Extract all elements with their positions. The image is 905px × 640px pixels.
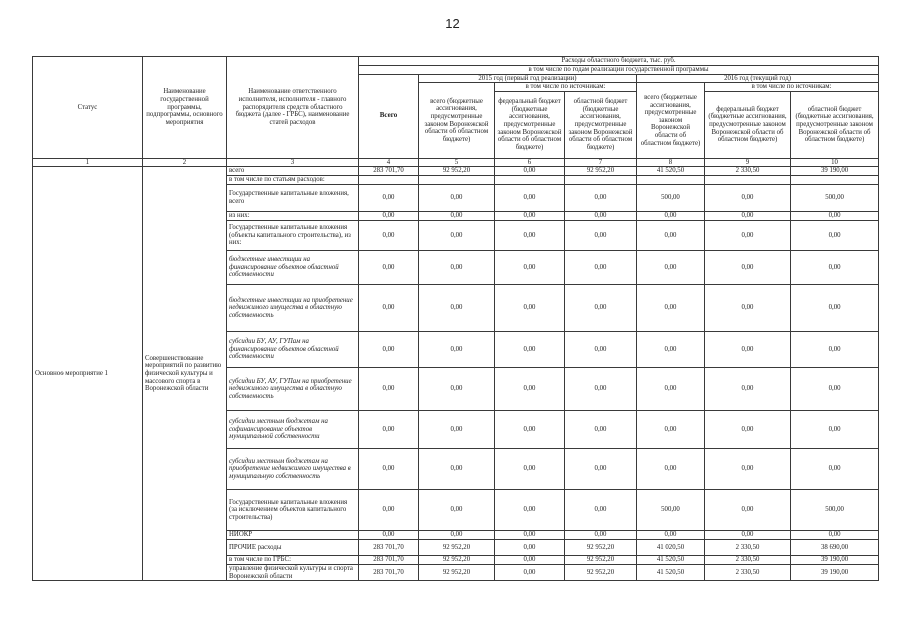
status-cell: Основноѳ мероприятие 1 (33, 167, 143, 581)
value-cell: 0,00 (791, 251, 879, 285)
header-year-2015: 2015 год (первый год реализации) (419, 74, 637, 83)
header-federal-2016: федеральный бюджет (бюджетные ассигнования, предусмотренные законом Воронежской области об областном бюджете) (705, 91, 791, 158)
value-cell (565, 176, 637, 185)
value-cell: 0,00 (565, 185, 637, 212)
value-cell: 0,00 (565, 332, 637, 368)
value-cell: 0,00 (495, 368, 565, 411)
header-by-years: в том числе по годам реализации государственной программы (359, 66, 879, 75)
header-executor-name: Наименование ответственного исполнителя, исполнителя - главного распорядителя средств областного бюджета (далее - ГРБС), наименование статей расходов (227, 57, 359, 159)
value-cell: 0,00 (419, 251, 495, 285)
value-cell: 0,00 (565, 368, 637, 411)
value-cell: 92 952,20 (419, 540, 495, 556)
row-label: субсидии БУ, АУ, ГУПам на финансирование объектов областной собственности (227, 332, 359, 368)
value-cell: 0,00 (495, 540, 565, 556)
value-cell: 0,00 (359, 332, 419, 368)
value-cell: 0,00 (359, 411, 419, 449)
value-cell: 0,00 (565, 251, 637, 285)
value-cell: 0,00 (495, 490, 565, 531)
value-cell: 0,00 (705, 490, 791, 531)
value-cell: 92 952,20 (565, 540, 637, 556)
value-cell: 0,00 (705, 411, 791, 449)
row-label: НИОКР (227, 531, 359, 540)
value-cell: 0,00 (419, 449, 495, 490)
header-program-name: Наименование государственной программы, подпрограммы, основного мероприятия (143, 57, 227, 159)
value-cell (637, 176, 705, 185)
value-cell: 2 330,50 (705, 167, 791, 176)
value-cell: 92 952,20 (565, 556, 637, 565)
value-cell: 0,00 (495, 332, 565, 368)
value-cell: 0,00 (419, 332, 495, 368)
value-cell: 0,00 (637, 332, 705, 368)
value-cell: 500,00 (637, 185, 705, 212)
row-label: субсидии местным бюджетам на приобретение недвижимого имущества в муниципальную собственность (227, 449, 359, 490)
value-cell: 92 952,20 (419, 167, 495, 176)
value-cell: 283 701,70 (359, 167, 419, 176)
row-label: ПРОЧИЕ расходы (227, 540, 359, 556)
value-cell: 0,00 (565, 285, 637, 332)
row-label: субсидии местным бюджетам на софинансирование объектов муниципальной собственности (227, 411, 359, 449)
value-cell: 0,00 (495, 251, 565, 285)
value-cell: 0,00 (637, 411, 705, 449)
row-label: в том числе по ГРБС: (227, 556, 359, 565)
value-cell: 41 020,50 (637, 540, 705, 556)
value-cell: 0,00 (791, 449, 879, 490)
value-cell: 0,00 (495, 185, 565, 212)
value-cell: 0,00 (791, 531, 879, 540)
value-cell: 0,00 (705, 285, 791, 332)
value-cell (495, 176, 565, 185)
value-cell: 0,00 (419, 221, 495, 251)
value-cell: 39 190,00 (791, 565, 879, 581)
page-number: 12 (445, 16, 460, 31)
value-cell: 0,00 (419, 285, 495, 332)
header-by-sources-2015: в том числе по источникам: (495, 83, 637, 92)
value-cell: 0,00 (359, 212, 419, 221)
value-cell: 0,00 (705, 185, 791, 212)
value-cell (419, 176, 495, 185)
row-label: Государственные капитальные вложения (за исключением объектов капитального строительства) (227, 490, 359, 531)
value-cell: 0,00 (495, 411, 565, 449)
col-number: 4 (359, 158, 419, 167)
header-by-sources-2016: в том числе по источникам: (705, 83, 879, 92)
value-cell: 39 190,00 (791, 556, 879, 565)
value-cell (359, 176, 419, 185)
value-cell: 0,00 (637, 285, 705, 332)
value-cell: 0,00 (419, 368, 495, 411)
value-cell: 41 520,50 (637, 167, 705, 176)
value-cell: 92 952,20 (419, 565, 495, 581)
header-expenses-title: Расходы областного бюджета, тыс. руб. (359, 57, 879, 66)
header-regional-2016: областной бюджет (бюджетные ассигнования, предусмотренные законом Воронежской области об областном бюджете) (791, 91, 879, 158)
value-cell: 0,00 (419, 490, 495, 531)
value-cell: 0,00 (637, 449, 705, 490)
header-year-2016: 2016 год (текущий год) (637, 74, 879, 83)
row-label: бюджетные инвестиции на финансирование объектов областной собственности (227, 251, 359, 285)
value-cell: 0,00 (791, 212, 879, 221)
value-cell: 0,00 (637, 251, 705, 285)
row-label: Государственные капитальные вложения, всего (227, 185, 359, 212)
header-status: Статус (33, 57, 143, 159)
value-cell: 0,00 (359, 490, 419, 531)
value-cell: 0,00 (705, 449, 791, 490)
value-cell: 0,00 (419, 185, 495, 212)
value-cell: 0,00 (359, 285, 419, 332)
value-cell: 38 690,00 (791, 540, 879, 556)
col-number: 5 (419, 158, 495, 167)
budget-table (32, 56, 879, 581)
value-cell: 0,00 (791, 221, 879, 251)
value-cell: 0,00 (565, 411, 637, 449)
value-cell (705, 176, 791, 185)
value-cell: 0,00 (495, 221, 565, 251)
value-cell: 0,00 (359, 185, 419, 212)
value-cell: 0,00 (705, 251, 791, 285)
col-number: 1 (33, 158, 143, 167)
row-label: Государственные капитальные вложения (объекты капитального строительства), из них: (227, 221, 359, 251)
value-cell: 0,00 (637, 531, 705, 540)
value-cell: 2 330,50 (705, 556, 791, 565)
header-all-budget-2015: всего (бюджетные ассигнования, предусмотренные законом Воронежской области об областном бюджете) (419, 83, 495, 159)
value-cell: 0,00 (565, 221, 637, 251)
value-cell: 0,00 (495, 212, 565, 221)
value-cell: 0,00 (565, 212, 637, 221)
value-cell: 0,00 (705, 332, 791, 368)
header-regional-2015: областной бюджет (бюджетные ассигнования, предусмотренные законом Воронежской области об областном бюджете) (565, 91, 637, 158)
value-cell: 283 701,70 (359, 556, 419, 565)
value-cell: 0,00 (495, 167, 565, 176)
value-cell: 92 952,20 (419, 556, 495, 565)
table-row (33, 167, 879, 176)
value-cell: 0,00 (637, 368, 705, 411)
value-cell: 0,00 (637, 221, 705, 251)
value-cell: 0,00 (791, 285, 879, 332)
value-cell: 500,00 (637, 490, 705, 531)
col-number: 7 (565, 158, 637, 167)
value-cell: 92 952,20 (565, 167, 637, 176)
value-cell: 0,00 (419, 531, 495, 540)
value-cell: 0,00 (495, 285, 565, 332)
header-total: Всего (359, 74, 419, 158)
row-label: управление физической культуры и спорта Воронежской области (227, 565, 359, 581)
value-cell: 0,00 (791, 368, 879, 411)
value-cell: 0,00 (359, 449, 419, 490)
row-label: всего (227, 167, 359, 176)
value-cell (791, 176, 879, 185)
value-cell: 0,00 (705, 531, 791, 540)
value-cell: 0,00 (565, 531, 637, 540)
col-number: 9 (705, 158, 791, 167)
value-cell: 0,00 (419, 212, 495, 221)
value-cell: 0,00 (705, 221, 791, 251)
value-cell: 500,00 (791, 185, 879, 212)
value-cell: 0,00 (565, 490, 637, 531)
value-cell: 0,00 (705, 212, 791, 221)
value-cell: 500,00 (791, 490, 879, 531)
value-cell: 0,00 (495, 556, 565, 565)
value-cell: 39 190,00 (791, 167, 879, 176)
value-cell: 0,00 (565, 449, 637, 490)
value-cell: 41 520,50 (637, 565, 705, 581)
value-cell: 0,00 (705, 368, 791, 411)
value-cell: 0,00 (359, 221, 419, 251)
col-number: 8 (637, 158, 705, 167)
value-cell: 0,00 (419, 411, 495, 449)
value-cell: 0,00 (359, 368, 419, 411)
value-cell: 0,00 (791, 411, 879, 449)
program-cell: Совершенствование мероприятий по развитию физической культуры и массового спорта в Воронежской области (143, 167, 227, 581)
value-cell: 41 520,50 (637, 556, 705, 565)
col-number: 3 (227, 158, 359, 167)
value-cell: 0,00 (495, 449, 565, 490)
header-federal-2015: федеральный бюджет (бюджетные ассигнования, предусмотренные законом Воронежской области об областном бюджете) (495, 91, 565, 158)
col-number: 10 (791, 158, 879, 167)
value-cell: 92 952,20 (565, 565, 637, 581)
col-number: 2 (143, 158, 227, 167)
row-label: субсидии БУ, АУ, ГУПам на приобретение недвижимого имущества в областную собственность (227, 368, 359, 411)
row-label: в том числе по статьям расходов: (227, 176, 359, 185)
col-number: 6 (495, 158, 565, 167)
value-cell: 2 330,50 (705, 565, 791, 581)
value-cell: 283 701,70 (359, 540, 419, 556)
value-cell: 0,00 (359, 531, 419, 540)
value-cell: 0,00 (359, 251, 419, 285)
row-label: из них: (227, 212, 359, 221)
header-all-budget-2016: всего (бюджетные ассигнования, предусмотренные законом Воронежской области об областном бюджете) (637, 83, 705, 159)
value-cell: 283 701,70 (359, 565, 419, 581)
row-label: бюджетные инвестиции на приобретение недвижимого имущества в областную собственность (227, 285, 359, 332)
value-cell: 0,00 (495, 565, 565, 581)
value-cell: 0,00 (791, 332, 879, 368)
value-cell: 0,00 (495, 531, 565, 540)
value-cell: 2 330,50 (705, 540, 791, 556)
value-cell: 0,00 (637, 212, 705, 221)
